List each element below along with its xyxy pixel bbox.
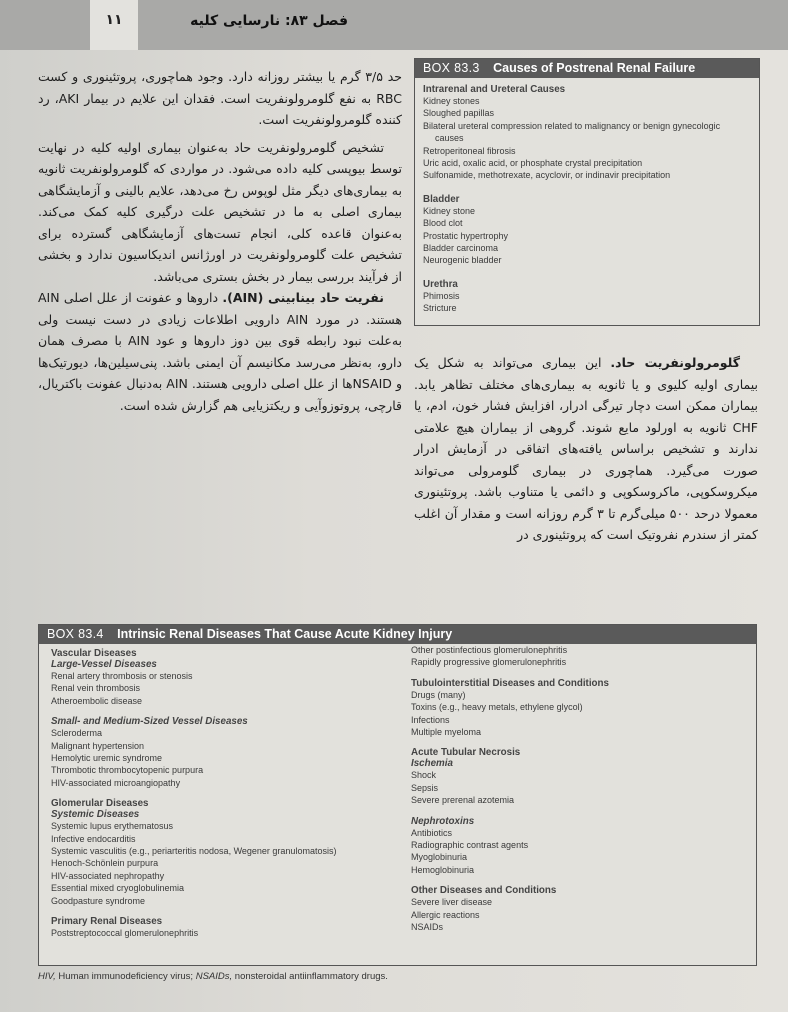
list-item: Blood clot bbox=[423, 218, 463, 229]
box-right-column bbox=[411, 644, 751, 934]
box-83-4 bbox=[38, 624, 757, 966]
box-footnote bbox=[38, 971, 388, 982]
list-item: Stricture bbox=[423, 303, 457, 314]
box-header bbox=[415, 59, 759, 78]
list-item: Henoch-Schönlein purpura bbox=[51, 858, 159, 869]
section-heading: Primary Renal Diseases bbox=[51, 916, 163, 928]
list-item: NSAIDs bbox=[411, 922, 444, 933]
item-list bbox=[51, 927, 401, 939]
item-list bbox=[51, 727, 401, 789]
subsection-heading: Ischemia bbox=[411, 758, 453, 770]
item-list bbox=[411, 827, 751, 877]
list-item: Bladder carcinoma bbox=[423, 243, 499, 254]
box-body bbox=[39, 644, 756, 962]
box-body bbox=[415, 78, 759, 315]
list-item: Sloughed papillas bbox=[423, 108, 495, 119]
ain-text: داروها و عفونت از علل اصلی AIN هستند. در مورد AIN دارویی اطلاعات زیادی در دست نیست ولی به‌علت نبود رابطه قوی بین دوز داروها و عود AIN با مصرف همان دارو، به‌نظر می‌رسد مکانیسم آن ایمنی باشد. پنی‌سیلین‌ها، دیورتیک‌ها و NSAIDها از علل اصلی دارویی هستند. AIN به‌دنبال عفونت باکتریال، قارچی، پروتوزوآیی و ریکتزیایی هم گزارش شده است. bbox=[38, 290, 402, 413]
list-item: Renal vein thrombosis bbox=[51, 683, 141, 694]
list-item: Kidney stones bbox=[423, 96, 480, 106]
section-heading: Intrarenal and Ureteral Causes bbox=[423, 84, 566, 95]
list-item: Myoglobinuria bbox=[411, 852, 468, 863]
item-list bbox=[51, 670, 401, 707]
gn-text: این بیماری می‌تواند به شکل یک بیماری اولیه کلیوی و یا ثانویه به بیماری‌های مختلف تظاهر یابد. بیماران ممکن است دچار تیرگی ادرار، افزایش فشار خون، ادم، یا CHF ثانویه به اورلود مایع شوند. گروهی از بیماران هیچ علامتی ندارند و تشخیص براساس یافته‌های اتفاقی در آزمایش ادرار صورت می‌گیرد. هماچوری در بیماری گلومرولی می‌تواند میکروسکوپی، ماکروسکوپی و دائمی یا متناوب باشد. پروتئینوری معمولا درحد ۵۰۰ میلی‌گرم تا ۳ گرم روزانه است و مقدار آن اغلب کمتر از سندرم نفروتیک است که پروتئینوری در bbox=[414, 355, 758, 542]
list-item: HIV-associated nephropathy bbox=[51, 870, 165, 881]
list-item: Rapidly progressive glomerulonephritis bbox=[411, 657, 567, 668]
subsection-heading: Nephrotoxins bbox=[411, 815, 475, 827]
list-item: Other postinfectious glomerulonephritis bbox=[411, 645, 568, 655]
list-item: Atheroembolic disease bbox=[51, 695, 143, 706]
box-title: Intrinsic Renal Diseases That Cause Acute Kidney Injury bbox=[117, 627, 453, 641]
list-item: Antibiotics bbox=[411, 827, 453, 838]
list-item: Malignant hypertension bbox=[51, 740, 145, 751]
item-list bbox=[51, 820, 401, 907]
list-item: Retroperitoneal fibrosis bbox=[423, 145, 516, 156]
list-item: Shock bbox=[411, 770, 437, 781]
list-item: Scleroderma bbox=[51, 728, 103, 739]
box-title: Causes of Postrenal Renal Failure bbox=[493, 61, 696, 75]
box-number: BOX 83.4 bbox=[47, 627, 104, 641]
section-heading: Acute Tubular Necrosis bbox=[411, 747, 521, 759]
section-heading: Tubulointerstitial Diseases and Conditions bbox=[411, 677, 609, 689]
subsection-heading: Small- and Medium-Sized Vessel Diseases bbox=[51, 716, 248, 728]
section-heading: Vascular Diseases bbox=[51, 648, 137, 659]
box-header bbox=[39, 625, 756, 644]
list-item: Uric acid, oxalic acid, or phosphate crystal precipitation bbox=[423, 158, 643, 169]
item-list bbox=[411, 644, 751, 669]
box-83-3 bbox=[414, 58, 760, 326]
item-list bbox=[411, 689, 751, 739]
list-item: Poststreptococcal glomerulonephritis bbox=[51, 928, 199, 939]
list-item: Phimosis bbox=[423, 290, 460, 301]
list-item: Infections bbox=[411, 714, 450, 725]
list-item: Renal artery thrombosis or stenosis bbox=[51, 671, 193, 681]
footnote-abbr: NSAIDs, bbox=[195, 971, 233, 982]
ain-heading: نفریت حاد بینابینی (AIN). bbox=[222, 290, 384, 305]
list-item: Drugs (many) bbox=[411, 689, 466, 700]
box-number: BOX 83.3 bbox=[423, 61, 480, 75]
list-item: Multiple myeloma bbox=[411, 727, 482, 738]
list-item: Systemic lupus erythematosus bbox=[51, 821, 174, 832]
list-item: Essential mixed cryoglobulinemia bbox=[51, 883, 185, 894]
list-item: Kidney stone bbox=[423, 205, 476, 216]
list-item: Toxins (e.g., heavy metals, ethylene glycol) bbox=[411, 702, 583, 713]
list-item: Severe liver disease bbox=[411, 897, 493, 908]
list-item: causes bbox=[435, 133, 464, 144]
list-item: Prostatic hypertrophy bbox=[423, 230, 509, 241]
footnote-abbr: HIV, bbox=[38, 971, 56, 982]
list-item: Systemic vasculitis (e.g., periarteritis nodosa, Wegener granulomatosis) bbox=[51, 846, 337, 857]
right-text-column bbox=[414, 352, 758, 546]
list-item: Sulfonamide, methotrexate, acyclovir, or indinavir precipitation bbox=[423, 170, 671, 181]
list-item: Neurogenic bladder bbox=[423, 255, 502, 266]
subsection-heading: Large-Vessel Diseases bbox=[51, 659, 157, 670]
footnote-text: Human immunodeficiency virus; bbox=[55, 971, 196, 982]
paragraph: تشخیص گلومرولونفریت حاد به‌عنوان بیماری اولیه کلیه در نهایت توسط بیوپسی کلیه داده می‌شود. در مواردی که گلومرولونفریت ثانویه به بیماری‌های دیگر مثل لوپوس رخ می‌دهد، علایم بالینی و آزمایشگاهی بیماری اصلی به ما در تشخیص علت درگیری کلیه کمک می‌کند. به‌عنوان قاعده کلی، انجام تست‌های آزمایشگاهی گسترده برای تشخیص علت گلومرولونفریت در اورژانس اندیکاسیون ندارد و بخشی از فرآیند بررسی بیمار در بخش بستری می‌باشد. bbox=[38, 139, 402, 284]
left-text-column bbox=[38, 66, 402, 416]
section-heading: Other Diseases and Conditions bbox=[411, 885, 557, 897]
gn-heading: گلومرولونفریت حاد. bbox=[610, 355, 740, 370]
list-item: Sepsis bbox=[411, 782, 439, 793]
list-item: Hemoglobinuria bbox=[411, 864, 475, 875]
list-item: Bilateral ureteral compression related to malignancy or benign gynecologic bbox=[423, 120, 721, 131]
page-header bbox=[0, 0, 788, 50]
list-item: Infective endocarditis bbox=[51, 833, 136, 844]
list-item: Radiographic contrast agents bbox=[411, 840, 529, 851]
subsection-heading: Systemic Diseases bbox=[51, 809, 140, 821]
section-heading: Glomerular Diseases bbox=[51, 798, 149, 810]
section-heading: Urethra bbox=[423, 278, 458, 290]
list-item: Severe prerenal azotemia bbox=[411, 795, 515, 806]
chapter-title: فصل ۸۳: نارسایی کلیه bbox=[190, 13, 348, 29]
box-left-column bbox=[51, 648, 401, 940]
section-heading: Bladder bbox=[423, 193, 460, 205]
ain-paragraph bbox=[38, 287, 402, 416]
footnote-text: nonsteroidal antiinflammatory drugs. bbox=[232, 971, 388, 982]
item-list bbox=[411, 769, 751, 806]
list-item: HIV-associated microangiopathy bbox=[51, 777, 181, 788]
list-item: Hemolytic uremic syndrome bbox=[51, 753, 163, 764]
list-item: Thrombotic thrombocytopenic purpura bbox=[51, 765, 204, 776]
paragraph: حد ۳/۵ گرم یا بیشتر روزانه دارد. وجود هماچوری، پروتئینوری و کست RBC به نفع گلومرولونفریت است. فقدان این علایم در بیمار AKI، رد کننده گلومرولونفریت است. bbox=[38, 69, 402, 127]
list-item: Allergic reactions bbox=[411, 909, 480, 920]
item-list bbox=[411, 896, 751, 933]
page-number: ۱۱ bbox=[90, 0, 138, 50]
gn-paragraph bbox=[414, 352, 758, 546]
list-item: Goodpasture syndrome bbox=[51, 895, 146, 906]
